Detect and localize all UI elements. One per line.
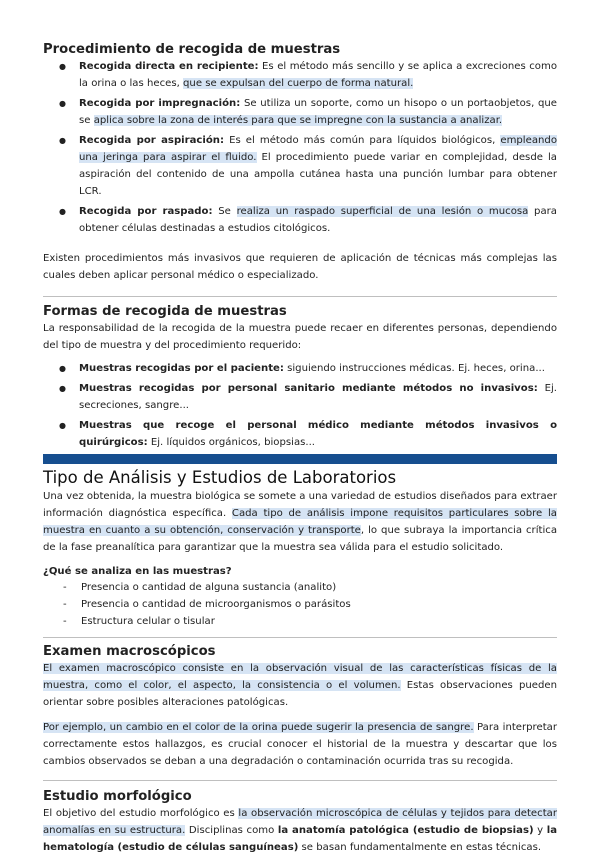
highlight: Cada tipo de análisis impone requisitos particulares sobre la muestra en cuanto a su obtención, conservación y transporte <box>43 508 557 536</box>
section-title-macroscopico: Examen macroscópicos <box>43 644 216 659</box>
list-item <box>79 95 557 129</box>
list-item: - Presencia o cantidad de microorganismos o parásitos <box>81 597 557 613</box>
analisis-list <box>43 580 557 630</box>
list-item <box>79 132 557 200</box>
item-term: Recogida por impregnación: <box>79 98 241 109</box>
item-term: Recogida directa en recipiente: <box>79 61 259 72</box>
item-term: Recogida por raspado: <box>79 206 213 217</box>
highlight: realiza un raspado superficial de una lesión o mucosa <box>236 206 529 217</box>
bold-term: la anatomía patológica (estudio de biopsias) <box>277 825 534 836</box>
list-item <box>79 380 557 414</box>
item-term: Muestras recogidas por el paciente: <box>79 363 284 374</box>
list-item: - Estructura celular o tisular <box>81 614 557 630</box>
question-heading: ¿Qué se analiza en las muestras? <box>43 566 232 577</box>
paragraph-text: Disciplinas como <box>185 825 278 836</box>
item-term: Muestras que recoge el personal médico mediante métodos invasivos o quirúrgicos: <box>79 420 557 448</box>
tipo-analisis-paragraph <box>43 488 557 556</box>
section-title-morfologico: Estudio morfológico <box>43 789 192 804</box>
highlight: la observación microscópica de células y tejidos para detectar anomalías en su estructura. <box>43 808 557 836</box>
formas-intro: La responsabilidad de la recogida de la muestra puede recaer en diferentes personas, dependiendo del tipo de muestra y del procedimiento requerido: <box>43 323 557 351</box>
paragraph-text: y <box>533 825 547 836</box>
list-item <box>79 360 557 377</box>
section-bar <box>43 454 557 464</box>
procedimiento-list <box>43 58 557 237</box>
section-title-tipo-analisis: Tipo de Análisis y Estudios de Laboratorios <box>43 468 397 487</box>
item-text: Se utiliza un soporte, como un hisopo o un portaobjetos, que se <box>79 98 557 126</box>
list-item <box>79 417 557 451</box>
item-text: siguiendo instrucciones médicas. Ej. heces, orina... <box>283 363 545 374</box>
procedimiento-note: Existen procedimientos más invasivos que requieren de aplicación de técnicas más complejas las cuales deben aplicar personal médico o especializado. <box>43 253 557 281</box>
highlight: aplica sobre la zona de interés para que se impregne con la sustancia a analizar. <box>93 115 503 126</box>
formas-list <box>43 360 557 451</box>
paragraph-text: , lo que subraya la importancia crítica de la fase preanalítica para garantizar que la muestra sea válida para el estudio solicitado. <box>43 525 557 553</box>
highlight: Por ejemplo, un cambio en el color de la orina puede sugerir la presencia de sangre. <box>43 722 474 733</box>
item-text: Ej. secreciones, sangre... <box>79 383 557 411</box>
item-text: Ej. líquidos orgánicos, biopsias... <box>147 437 316 448</box>
paragraph-text: Una vez obtenida, la muestra biológica se somete a una variedad de estudios diseñados para extraer información diagnóstica específica. <box>43 491 558 519</box>
item-text: Es el método más sencillo y se aplica a excreciones como la orina o las heces, <box>79 61 557 89</box>
item-text: Se <box>212 206 237 217</box>
highlight: empleando una jeringa para aspirar el fluido. <box>79 135 557 163</box>
macroscopico-paragraph-1 <box>43 660 557 711</box>
list-item <box>79 58 557 92</box>
item-term: Muestras recogidas por personal sanitario mediante métodos no invasivos: <box>79 383 538 394</box>
section-title-formas: Formas de recogida de muestras <box>43 304 287 319</box>
item-text: El procedimiento puede variar en complejidad, desde la aspiración del contenido de una ampolla cutánea hasta una punción lumbar para obtener LCR. <box>79 152 557 197</box>
list-item <box>79 203 557 237</box>
bold-term: la hematología (estudio de células sanguíneas) <box>43 825 558 853</box>
item-term: Recogida por aspiración: <box>79 135 225 146</box>
item-text: Es el método más común para líquidos biológicos, <box>224 135 501 146</box>
highlight: que se expulsan del cuerpo de forma natural. <box>183 78 414 89</box>
paragraph-text: El objetivo del estudio morfológico es <box>43 808 239 819</box>
list-item: - Presencia o cantidad de alguna sustancia (analito) <box>81 580 557 596</box>
paragraph-text: Estas observaciones pueden orientar sobre posibles alteraciones patológicas. <box>43 680 558 708</box>
macroscopico-paragraph-2 <box>43 719 557 770</box>
item-text: para obtener células destinadas a estudios citológicos. <box>79 206 557 234</box>
section-title-procedimiento: Procedimiento de recogida de muestras <box>43 42 341 57</box>
highlight: El examen macroscópico consiste en la observación visual de las características físicas de la muestra, como el color, el aspecto, la consistencia o el volumen. <box>43 663 557 691</box>
paragraph-text: Para interpretar correctamente estos hallazgos, es crucial conocer el historial de la muestra y descartar que los cambios observados se deban a una degradación o contaminación ocurrida tras su recogida. <box>43 722 557 767</box>
morfologico-paragraph <box>43 805 557 856</box>
paragraph-text: se basan fundamentalmente en estas técnicas. <box>298 842 542 853</box>
